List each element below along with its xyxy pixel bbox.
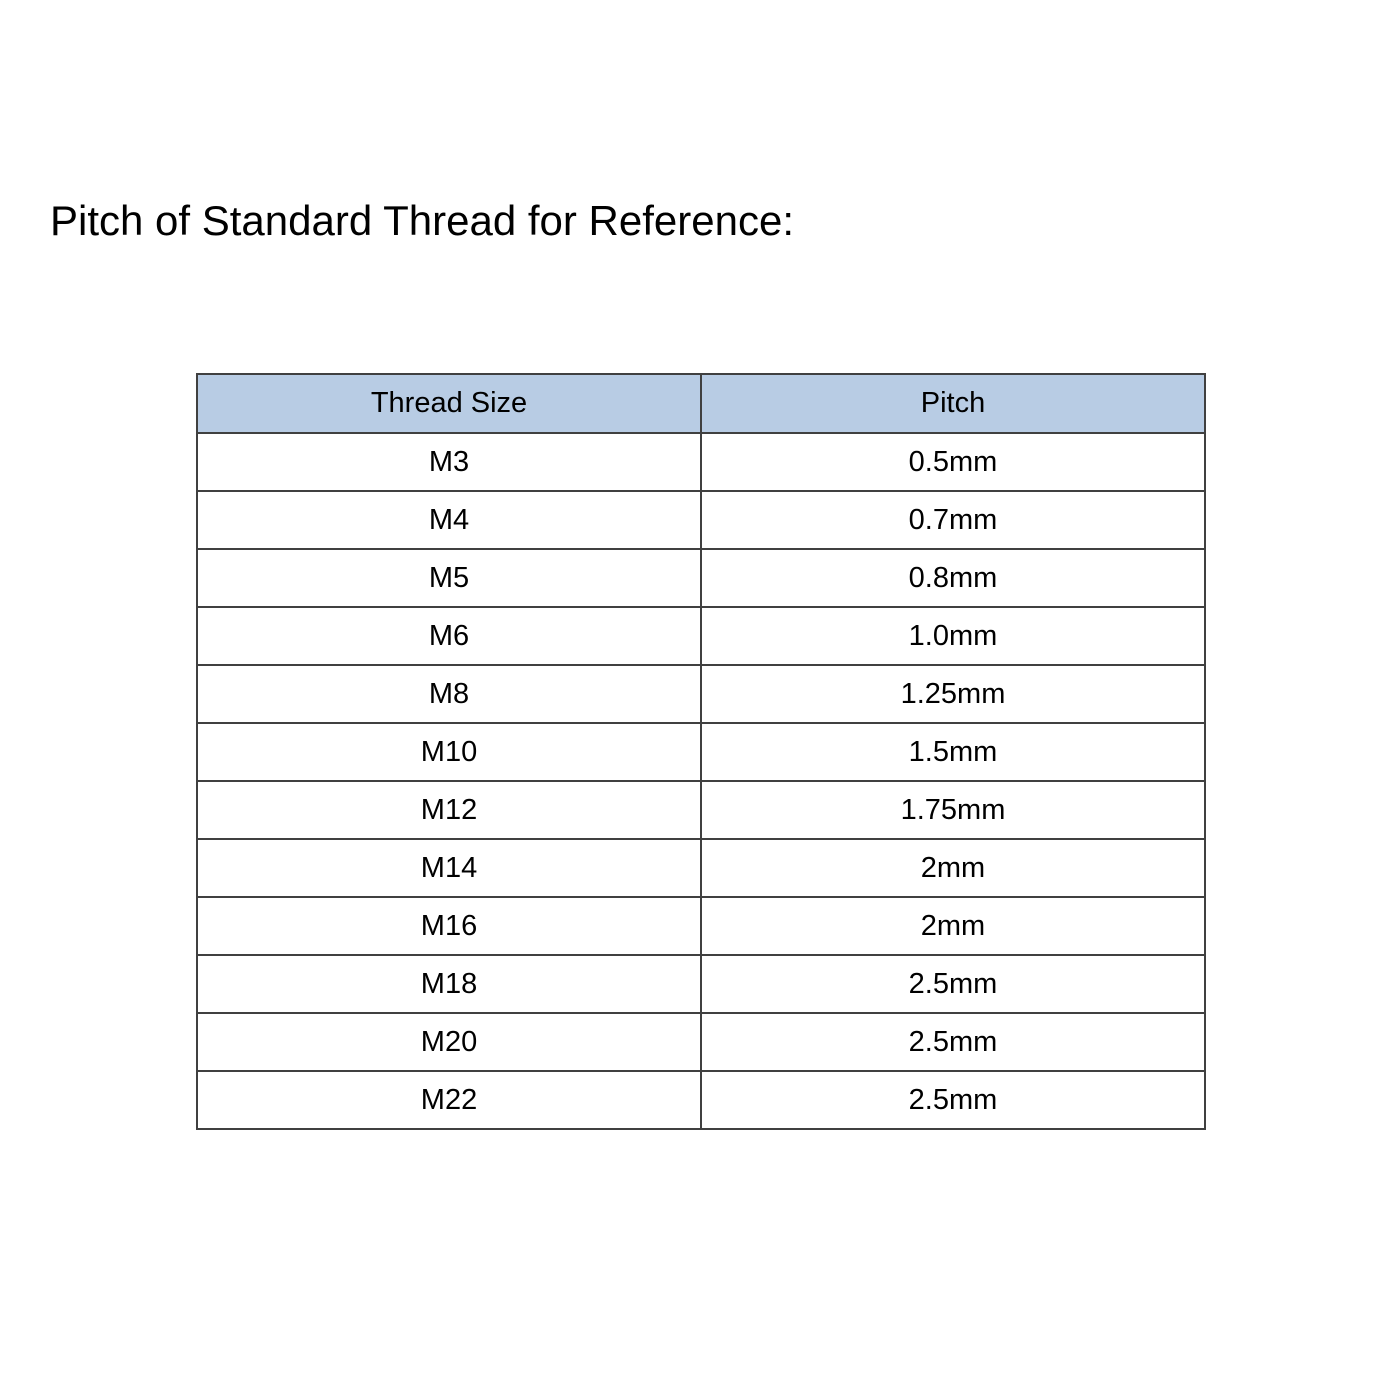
thread-size-cell: M5 — [197, 549, 701, 607]
thread-size-cell: M16 — [197, 897, 701, 955]
pitch-cell: 0.8mm — [701, 549, 1205, 607]
thread-size-cell: M10 — [197, 723, 701, 781]
table-row — [197, 897, 1205, 955]
page-title: Pitch of Standard Thread for Reference: — [50, 197, 794, 244]
pitch-cell: 2mm — [701, 897, 1205, 955]
pitch-cell: 1.5mm — [701, 723, 1205, 781]
table-row — [197, 1013, 1205, 1071]
thread-size-cell: M3 — [197, 433, 701, 491]
table-row — [197, 549, 1205, 607]
pitch-cell: 2.5mm — [701, 1013, 1205, 1071]
pitch-cell: 2.5mm — [701, 1071, 1205, 1129]
pitch-cell: 1.25mm — [701, 665, 1205, 723]
table-row — [197, 1071, 1205, 1129]
thread-pitch-table — [196, 373, 1206, 1130]
thread-size-cell: M20 — [197, 1013, 701, 1071]
column-header-thread-size: Thread Size — [197, 374, 701, 433]
pitch-cell: 2.5mm — [701, 955, 1205, 1013]
table-row — [197, 491, 1205, 549]
pitch-cell: 1.0mm — [701, 607, 1205, 665]
table-row — [197, 781, 1205, 839]
table-row — [197, 839, 1205, 897]
pitch-cell: 0.7mm — [701, 491, 1205, 549]
pitch-cell: 1.75mm — [701, 781, 1205, 839]
table-row — [197, 723, 1205, 781]
thread-size-cell: M8 — [197, 665, 701, 723]
thread-size-cell: M22 — [197, 1071, 701, 1129]
thread-size-cell: M12 — [197, 781, 701, 839]
table-header — [197, 374, 1205, 433]
column-header-pitch: Pitch — [701, 374, 1205, 433]
table-row — [197, 433, 1205, 491]
pitch-cell: 0.5mm — [701, 433, 1205, 491]
table-row — [197, 955, 1205, 1013]
thread-size-cell: M6 — [197, 607, 701, 665]
thread-size-cell: M18 — [197, 955, 701, 1013]
pitch-cell: 2mm — [701, 839, 1205, 897]
table-row — [197, 607, 1205, 665]
header-row — [197, 374, 1205, 433]
thread-size-cell: M14 — [197, 839, 701, 897]
table-body — [197, 433, 1205, 1129]
table-row — [197, 665, 1205, 723]
thread-size-cell: M4 — [197, 491, 701, 549]
